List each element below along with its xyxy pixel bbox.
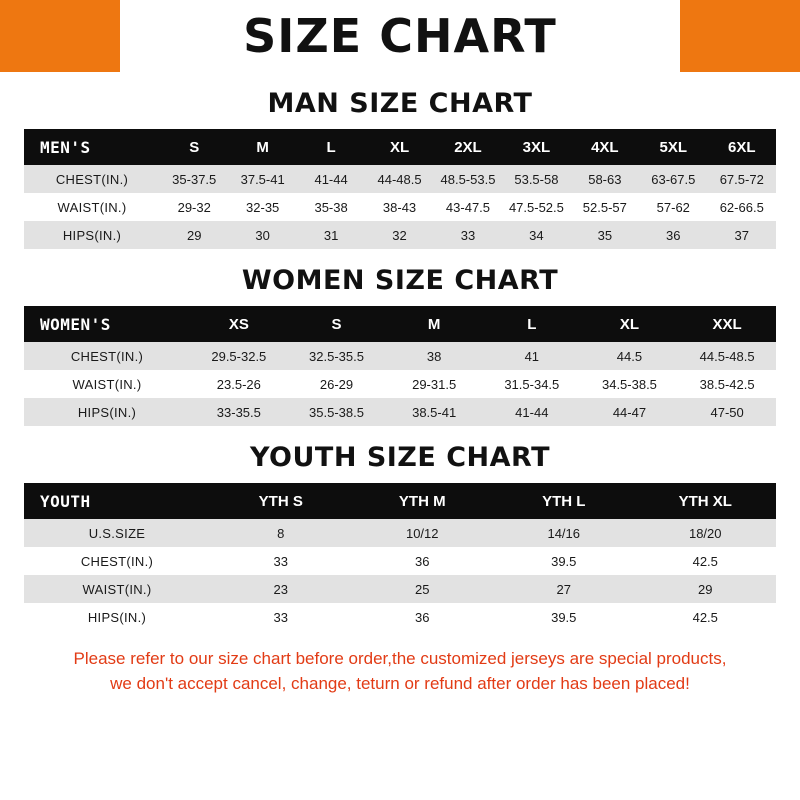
col-header-m: M <box>228 129 296 165</box>
cell: 36 <box>352 603 494 631</box>
table-body <box>24 165 776 249</box>
table-row <box>24 575 776 603</box>
col-header-l: L <box>483 306 581 342</box>
footer-note-line-2: we don't accept cancel, change, teturn or refund after order has been placed! <box>110 673 690 693</box>
cell: 31 <box>297 221 365 249</box>
cell: 29.5-32.5 <box>190 342 288 370</box>
col-header-m: M <box>385 306 483 342</box>
cell: 37.5-41 <box>228 165 296 193</box>
col-header-label: WOMEN'S <box>24 306 190 342</box>
page-title: SIZE CHART <box>243 9 557 63</box>
col-header-yth-m: YTH M <box>352 483 494 519</box>
table-row <box>24 342 776 370</box>
cell: 38-43 <box>365 193 433 221</box>
col-header-label: YOUTH <box>24 483 210 519</box>
cell: 57-62 <box>639 193 707 221</box>
row-label: HIPS(IN.) <box>24 221 160 249</box>
cell: 33-35.5 <box>190 398 288 426</box>
table-head <box>24 129 776 165</box>
col-header-s: S <box>160 129 228 165</box>
table-man-sizes <box>24 129 776 249</box>
cell: 62-66.5 <box>708 193 777 221</box>
col-header-6xl: 6XL <box>708 129 777 165</box>
cell: 27 <box>493 575 635 603</box>
col-header-yth-xl: YTH XL <box>635 483 777 519</box>
cell: 53.5-58 <box>502 165 570 193</box>
cell: 41 <box>483 342 581 370</box>
cell: 38.5-42.5 <box>678 370 776 398</box>
cell: 37 <box>708 221 777 249</box>
row-label: U.S.SIZE <box>24 519 210 547</box>
section-women <box>24 265 776 426</box>
cell: 39.5 <box>493 603 635 631</box>
cell: 41-44 <box>297 165 365 193</box>
col-header-yth-l: YTH L <box>493 483 635 519</box>
col-header-3xl: 3XL <box>502 129 570 165</box>
cell: 29-31.5 <box>385 370 483 398</box>
col-header-4xl: 4XL <box>571 129 639 165</box>
cell: 38.5-41 <box>385 398 483 426</box>
cell: 35-38 <box>297 193 365 221</box>
cell: 23.5-26 <box>190 370 288 398</box>
col-header-label: MEN'S <box>24 129 160 165</box>
row-label: CHEST(IN.) <box>24 165 160 193</box>
col-header-yth-s: YTH S <box>210 483 352 519</box>
row-label: WAIST(IN.) <box>24 370 190 398</box>
table-row <box>24 603 776 631</box>
cell: 23 <box>210 575 352 603</box>
cell: 44.5 <box>581 342 679 370</box>
table-header-row <box>24 483 776 519</box>
col-header-5xl: 5XL <box>639 129 707 165</box>
table-row <box>24 193 776 221</box>
table-head <box>24 483 776 519</box>
cell: 47.5-52.5 <box>502 193 570 221</box>
table-row <box>24 398 776 426</box>
cell: 18/20 <box>635 519 777 547</box>
page-banner <box>0 0 800 72</box>
cell: 32-35 <box>228 193 296 221</box>
cell: 32.5-35.5 <box>288 342 386 370</box>
table-header-row <box>24 306 776 342</box>
table-row <box>24 165 776 193</box>
row-label: HIPS(IN.) <box>24 398 190 426</box>
row-label: HIPS(IN.) <box>24 603 210 631</box>
table-row <box>24 519 776 547</box>
cell: 42.5 <box>635 547 777 575</box>
cell: 36 <box>352 547 494 575</box>
section-title-man: MAN SIZE CHART <box>267 88 533 119</box>
content-area <box>0 88 800 696</box>
cell: 30 <box>228 221 296 249</box>
cell: 33 <box>210 547 352 575</box>
cell: 36 <box>639 221 707 249</box>
section-title-youth: YOUTH SIZE CHART <box>249 442 551 473</box>
col-header-l: L <box>297 129 365 165</box>
cell: 58-63 <box>571 165 639 193</box>
section-man <box>24 88 776 249</box>
cell: 33 <box>434 221 502 249</box>
cell: 35-37.5 <box>160 165 228 193</box>
table-youth-sizes <box>24 483 776 631</box>
row-label: WAIST(IN.) <box>24 575 210 603</box>
cell: 44.5-48.5 <box>678 342 776 370</box>
cell: 34.5-38.5 <box>581 370 679 398</box>
table-header-row <box>24 129 776 165</box>
col-header-2xl: 2XL <box>434 129 502 165</box>
cell: 43-47.5 <box>434 193 502 221</box>
col-header-xl: XL <box>365 129 433 165</box>
col-header-s: S <box>288 306 386 342</box>
col-header-xxl: XXL <box>678 306 776 342</box>
row-label: CHEST(IN.) <box>24 547 210 575</box>
footer-note-line-1: Please refer to our size chart before order,the customized jerseys are special products, <box>73 649 727 668</box>
cell: 38 <box>385 342 483 370</box>
table-row <box>24 547 776 575</box>
cell: 26-29 <box>288 370 386 398</box>
cell: 52.5-57 <box>571 193 639 221</box>
cell: 31.5-34.5 <box>483 370 581 398</box>
table-women-sizes <box>24 306 776 426</box>
table-row <box>24 221 776 249</box>
table-body <box>24 519 776 631</box>
cell: 14/16 <box>493 519 635 547</box>
cell: 42.5 <box>635 603 777 631</box>
cell: 63-67.5 <box>639 165 707 193</box>
col-header-xs: XS <box>190 306 288 342</box>
cell: 39.5 <box>493 547 635 575</box>
section-title-women: WOMEN SIZE CHART <box>241 265 559 296</box>
row-label: WAIST(IN.) <box>24 193 160 221</box>
cell: 47-50 <box>678 398 776 426</box>
cell: 25 <box>352 575 494 603</box>
cell: 44-48.5 <box>365 165 433 193</box>
cell: 29-32 <box>160 193 228 221</box>
table-head <box>24 306 776 342</box>
cell: 48.5-53.5 <box>434 165 502 193</box>
cell: 35 <box>571 221 639 249</box>
table-row <box>24 370 776 398</box>
cell: 8 <box>210 519 352 547</box>
footer-note <box>24 647 776 696</box>
cell: 67.5-72 <box>708 165 777 193</box>
banner-inner <box>120 0 680 72</box>
section-youth <box>24 442 776 631</box>
cell: 29 <box>635 575 777 603</box>
cell: 29 <box>160 221 228 249</box>
cell: 44-47 <box>581 398 679 426</box>
table-body <box>24 342 776 426</box>
cell: 32 <box>365 221 433 249</box>
row-label: CHEST(IN.) <box>24 342 190 370</box>
cell: 35.5-38.5 <box>288 398 386 426</box>
cell: 33 <box>210 603 352 631</box>
col-header-xl: XL <box>581 306 679 342</box>
cell: 34 <box>502 221 570 249</box>
cell: 10/12 <box>352 519 494 547</box>
cell: 41-44 <box>483 398 581 426</box>
